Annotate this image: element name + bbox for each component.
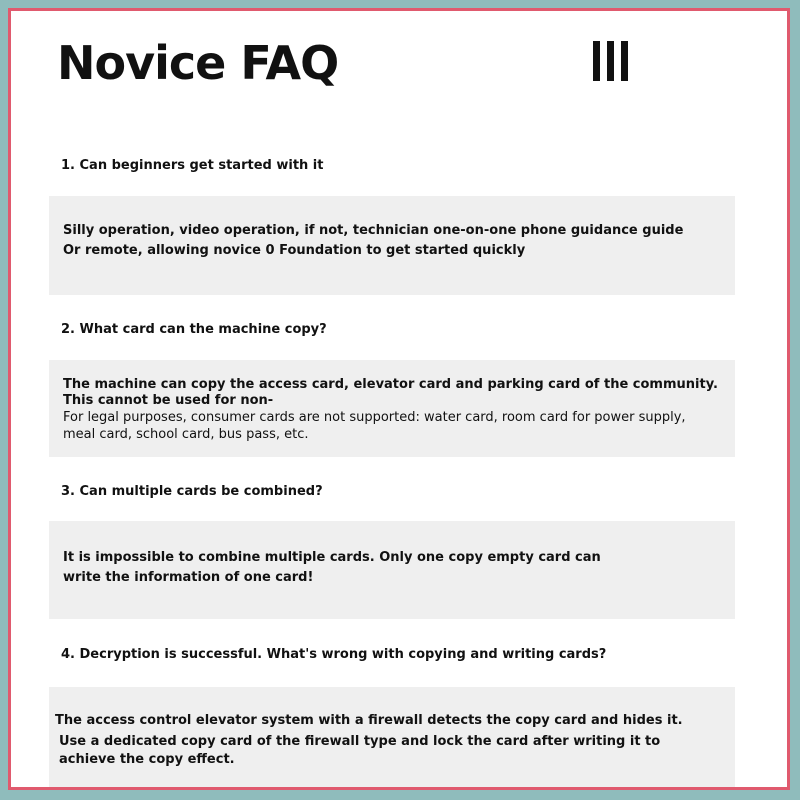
faq-answer-1 xyxy=(49,196,735,295)
faq-question-2: 2. What card can the machine copy? xyxy=(61,322,327,337)
faq-question-3: 3. Can multiple cards be combined? xyxy=(61,484,323,499)
faq-answer-3-line-2: write the information of one card! xyxy=(63,570,314,585)
faq-question-4: 4. Decryption is successful. What's wrong with copying and writing cards? xyxy=(61,647,607,662)
faq-answer-1-line-1: Silly operation, video operation, if not, technician one-on-one phone guidance guide xyxy=(63,223,684,238)
faq-answer-3 xyxy=(49,521,735,619)
faq-answer-2 xyxy=(49,360,735,457)
faq-card xyxy=(8,8,790,790)
faq-answer-2-line-1: The machine can copy the access card, elevator card and parking card of the community. This cannot be used for non- xyxy=(63,377,718,408)
faq-answer-1-line-2: Or remote, allowing novice 0 Foundation to get started quickly xyxy=(63,243,526,258)
faq-question-1: 1. Can beginners get started with it xyxy=(61,158,324,173)
faq-answer-4-line-2: Use a dedicated copy card of the firewall type and lock the card after writing it to achieve the copy effect. xyxy=(59,734,661,767)
faq-answer-3-line-1: It is impossible to combine multiple cards. Only one copy empty card can xyxy=(63,550,601,565)
page-title: Novice FAQ xyxy=(57,36,339,90)
three-bars-icon xyxy=(593,41,628,81)
faq-answer-2-line-2: For legal purposes, consumer cards are not supported: water card, room card for power supply, meal card, school card, bus pass, etc. xyxy=(63,410,686,442)
faq-answer-4 xyxy=(49,687,735,787)
faq-answer-4-line-1: The access control elevator system with a firewall detects the copy card and hides it. xyxy=(55,713,683,728)
